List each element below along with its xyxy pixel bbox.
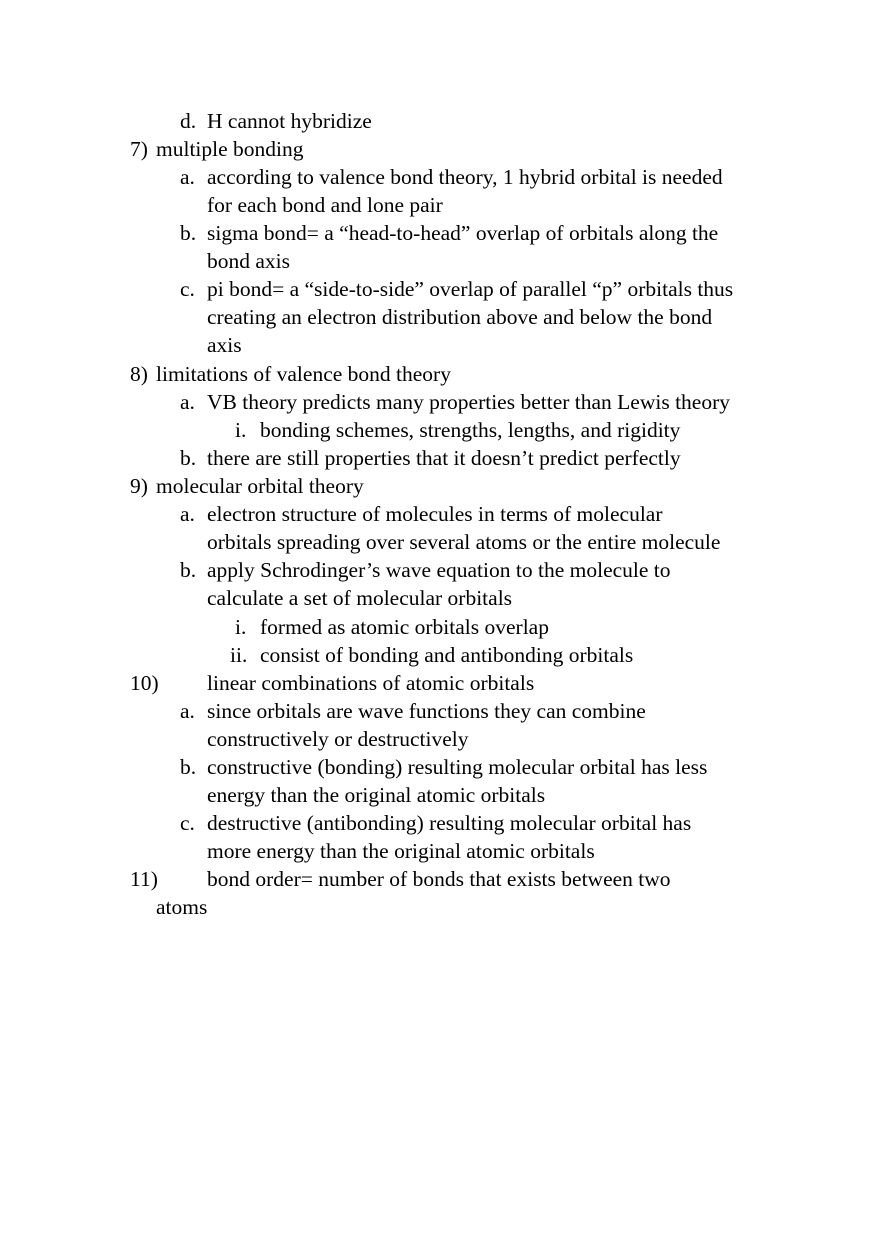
- list-item-text: there are still properties that it doesn’t predict perfectly: [207, 446, 681, 470]
- list-marker: 10): [130, 671, 159, 695]
- list-marker: b.: [180, 755, 197, 779]
- list-item-d: [180, 107, 372, 135]
- list-item-continuation: atoms: [156, 895, 208, 919]
- list-marker: b.: [180, 446, 197, 470]
- list-marker: c.: [180, 811, 195, 835]
- list-item-continuation: energy than the original atomic orbitals: [207, 783, 546, 807]
- list-marker: 11): [130, 867, 158, 891]
- list-item-text: apply Schrodinger’s wave equation to the molecule to: [207, 558, 671, 582]
- list-marker: a.: [180, 699, 195, 723]
- list-item-text: linear combinations of atomic orbitals: [207, 671, 535, 695]
- list-item-a: [180, 388, 731, 416]
- list-marker: i.: [235, 418, 247, 442]
- list-item-c: [180, 275, 734, 303]
- list-item-text: molecular orbital theory: [156, 474, 364, 498]
- list-item-continuation: constructively or destructively: [207, 727, 469, 751]
- list-item-text: destructive (antibonding) resulting molecular orbital has: [207, 811, 692, 835]
- list-item-continuation: more energy than the original atomic orbitals: [207, 839, 595, 863]
- list-marker: d.: [180, 109, 197, 133]
- list-marker: b.: [180, 221, 197, 245]
- list-item-continuation: creating an electron distribution above and below the bond: [207, 305, 713, 329]
- list-item-a: [180, 163, 723, 191]
- list-item-b: [180, 556, 671, 584]
- list-item-text: pi bond= a “side-to-side” overlap of parallel “p” orbitals thus: [207, 277, 734, 301]
- list-item-text: multiple bonding: [156, 137, 304, 161]
- list-item-9: [130, 472, 364, 500]
- list-marker: c.: [180, 277, 195, 301]
- list-marker: 7): [130, 137, 148, 161]
- list-item-text: constructive (bonding) resulting molecular orbital has less: [207, 755, 708, 779]
- list-item-continuation: for each bond and lone pair: [207, 193, 443, 217]
- list-item-b: [180, 753, 708, 781]
- list-item-text: electron structure of molecules in terms of molecular: [207, 502, 663, 526]
- list-item-text: bonding schemes, strengths, lengths, and rigidity: [260, 418, 681, 442]
- list-item-i: [235, 613, 549, 641]
- list-marker: i.: [235, 615, 247, 639]
- list-item-continuation: bond axis: [207, 249, 291, 273]
- list-item-text: limitations of valence bond theory: [156, 362, 451, 386]
- list-item-continuation: axis: [207, 333, 242, 357]
- list-item-i: [235, 416, 681, 444]
- list-item-text: formed as atomic orbitals overlap: [260, 615, 549, 639]
- list-item-b: [180, 219, 719, 247]
- list-item-b: [180, 444, 681, 472]
- list-item-10: [130, 669, 535, 697]
- list-item-8: [130, 360, 451, 388]
- list-item-text: since orbitals are wave functions they can combine: [207, 699, 646, 723]
- list-item-11: [130, 865, 671, 893]
- list-item-text: H cannot hybridize: [207, 109, 372, 133]
- list-item-continuation: calculate a set of molecular orbitals: [207, 586, 513, 610]
- list-item-continuation: orbitals spreading over several atoms or the entire molecule: [207, 530, 721, 554]
- list-marker: a.: [180, 165, 195, 189]
- list-item-c: [180, 809, 692, 837]
- list-item-text: according to valence bond theory, 1 hybrid orbital is needed: [207, 165, 723, 189]
- list-marker: a.: [180, 502, 195, 526]
- list-marker: 9): [130, 474, 148, 498]
- list-item-7: [130, 135, 304, 163]
- list-item-a: [180, 500, 663, 528]
- list-item-text: consist of bonding and antibonding orbitals: [260, 643, 634, 667]
- list-item-text: sigma bond= a “head-to-head” overlap of orbitals along the: [207, 221, 719, 245]
- list-item-ii: [230, 641, 634, 669]
- list-item-text: bond order= number of bonds that exists between two: [207, 867, 671, 891]
- list-marker: ii.: [230, 643, 248, 667]
- list-item-text: VB theory predicts many properties better than Lewis theory: [207, 390, 731, 414]
- list-marker: 8): [130, 362, 148, 386]
- list-item-a: [180, 697, 646, 725]
- list-marker: b.: [180, 558, 197, 582]
- list-marker: a.: [180, 390, 195, 414]
